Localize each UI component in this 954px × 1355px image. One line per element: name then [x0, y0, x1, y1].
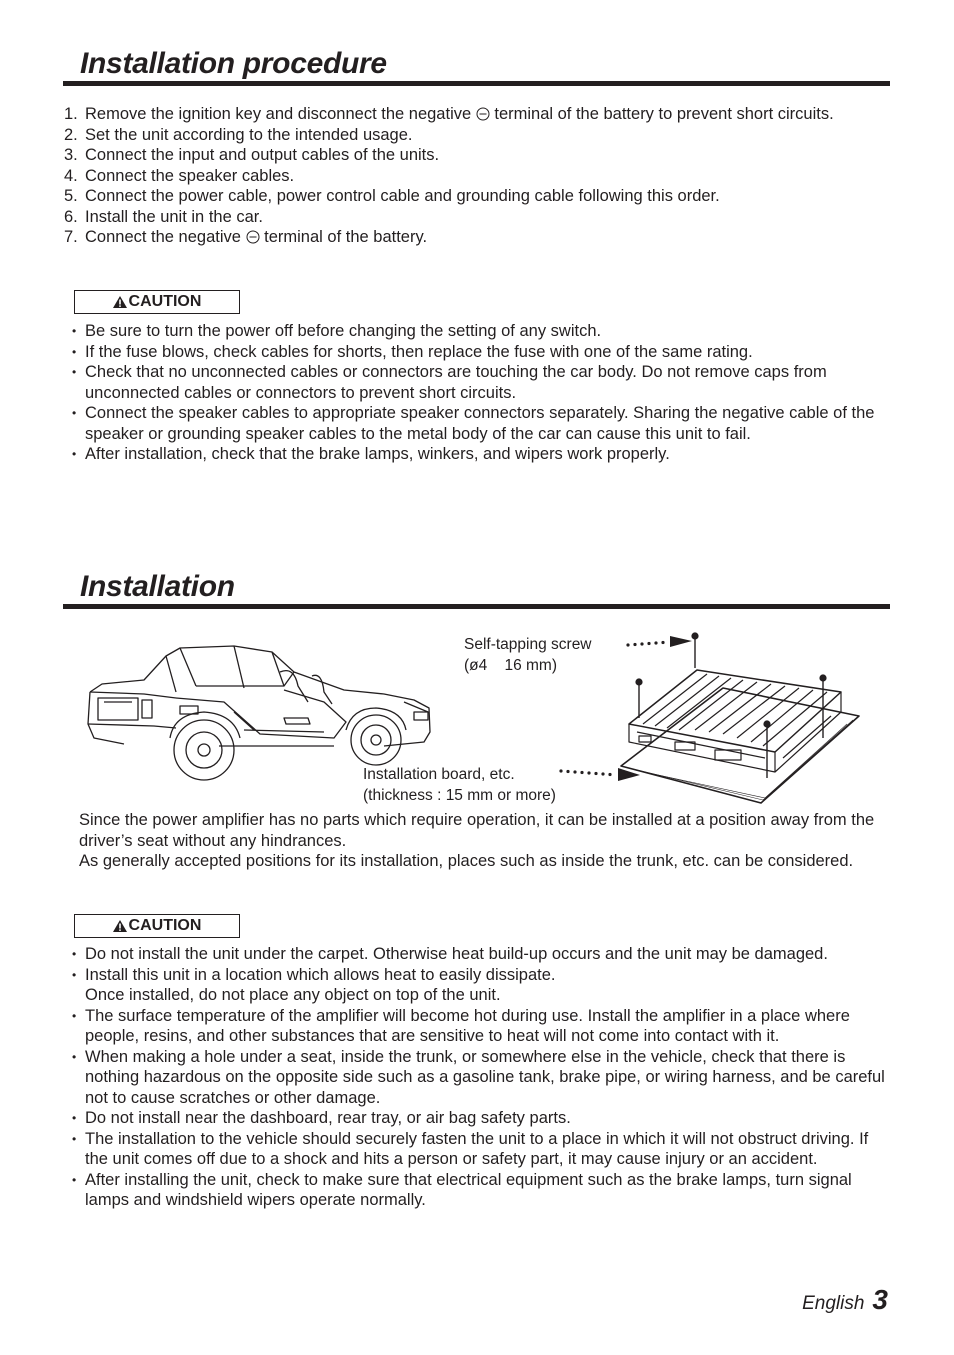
step-item: 2. Set the unit according to the intended usage.: [64, 125, 413, 144]
caution-item: • After installing the unit, check to make sure that electrical equipment such as the brake lamps, turn signal lamps and windshield wipers operate normally.: [72, 1170, 892, 1211]
installation-paragraph: As generally accepted positions for its installation, places such as inside the trunk, etc. can be considered.: [79, 852, 854, 870]
board-leader-arrow-icon: [556, 764, 646, 784]
procedure-steps: [64, 104, 864, 248]
caution-item: • Be sure to turn the power off before changing the setting of any switch.: [72, 321, 892, 342]
minus-circle-icon: [246, 230, 260, 244]
footer-language: English: [802, 1293, 865, 1314]
warning-triangle-icon: [113, 920, 127, 932]
board-label: Installation board, etc.: [363, 766, 515, 783]
step-item: 3. Connect the input and output cables of the units.: [64, 146, 440, 164]
board-thickness-label: (thickness : 15 mm or more): [363, 787, 556, 804]
caution-list: [72, 944, 892, 1211]
page-number: 3: [872, 1284, 888, 1315]
caution-item: • If the fuse blows, check cables for shorts, then replace the fuse with one of the same rating.: [72, 342, 892, 363]
caution-item: • After installation, check that the brake lamps, winkers, and wipers work properly.: [72, 444, 892, 465]
caution-item: • Install this unit in a location which allows heat to easily dissipate. Once installed, do not place any object on top of the unit.: [72, 965, 892, 1006]
caution-box: [74, 290, 240, 314]
step-item: 4. Connect the speaker cables.: [64, 166, 295, 185]
caution-box: [74, 914, 240, 938]
caution-item: • When making a hole under a seat, inside the trunk, or somewhere else in the vehicle, check that there is nothing hazardous on the opposite side such as a gasoline tank, brake pipe, or wiring harness, and be careful not to cause scratches or other damage.: [72, 1047, 892, 1109]
caution-item: • Check that no unconnected cables or connectors are touching the car body. Do not remove caps from unconnected cables or connectors to prevent short circuits.: [72, 362, 892, 403]
step-item: 7. Connect the negative terminal of the battery.: [64, 228, 428, 246]
step-item: 5. Connect the power cable, power control cable and grounding cable following this order.: [64, 187, 720, 205]
caution-item: • Connect the speaker cables to appropriate speaker connectors separately. Sharing the negative cable of the speaker or grounding speaker cables to the metal body of the car can cause this unit to fail.: [72, 403, 892, 444]
section-title-installation-procedure: Installation procedure: [80, 47, 387, 80]
screw-leader-arrow-icon: [622, 632, 698, 652]
caution-item: • Do not install the unit under the carpet. Otherwise heat build-up occurs and the unit may be damaged.: [72, 944, 892, 965]
minus-circle-icon: [476, 107, 490, 121]
screw-label: Self-tapping screw: [464, 636, 592, 653]
caution-list: [72, 321, 892, 465]
installation-paragraph: Since the power amplifier has no parts which require operation, it can be installed at a position away from the driver’s seat without any hindrances.: [79, 811, 875, 850]
step-item: 1. Remove the ignition key and disconnect the negative terminal of the battery to prevent short circuits.: [64, 105, 834, 123]
caution-label: CAUTION: [128, 917, 202, 934]
amplifier-mounting-illustration: [615, 628, 865, 806]
step-item: 6. Install the unit in the car.: [64, 207, 263, 226]
section-rule: [63, 81, 890, 86]
section-title-installation: Installation: [80, 570, 235, 603]
section-rule: [63, 604, 890, 609]
screw-size-label: (ø4 16 mm): [464, 657, 558, 674]
warning-triangle-icon: [113, 296, 127, 308]
caution-item: • Do not install near the dashboard, rear tray, or air bag safety parts.: [72, 1108, 892, 1129]
page-footer: [802, 1284, 888, 1316]
caution-item: • The surface temperature of the amplifier will become hot during use. Install the amplifier in a place where people, resins, and other substances that are sensitive to heat will not come into contact with it.: [72, 1006, 892, 1047]
caution-label: CAUTION: [128, 293, 202, 310]
caution-item: • The installation to the vehicle should securely fasten the unit to a place in which it will not obstruct driving. If the unit comes off due to a shock and hits a person or safety part, it may cause injury or an accident.: [72, 1129, 892, 1170]
